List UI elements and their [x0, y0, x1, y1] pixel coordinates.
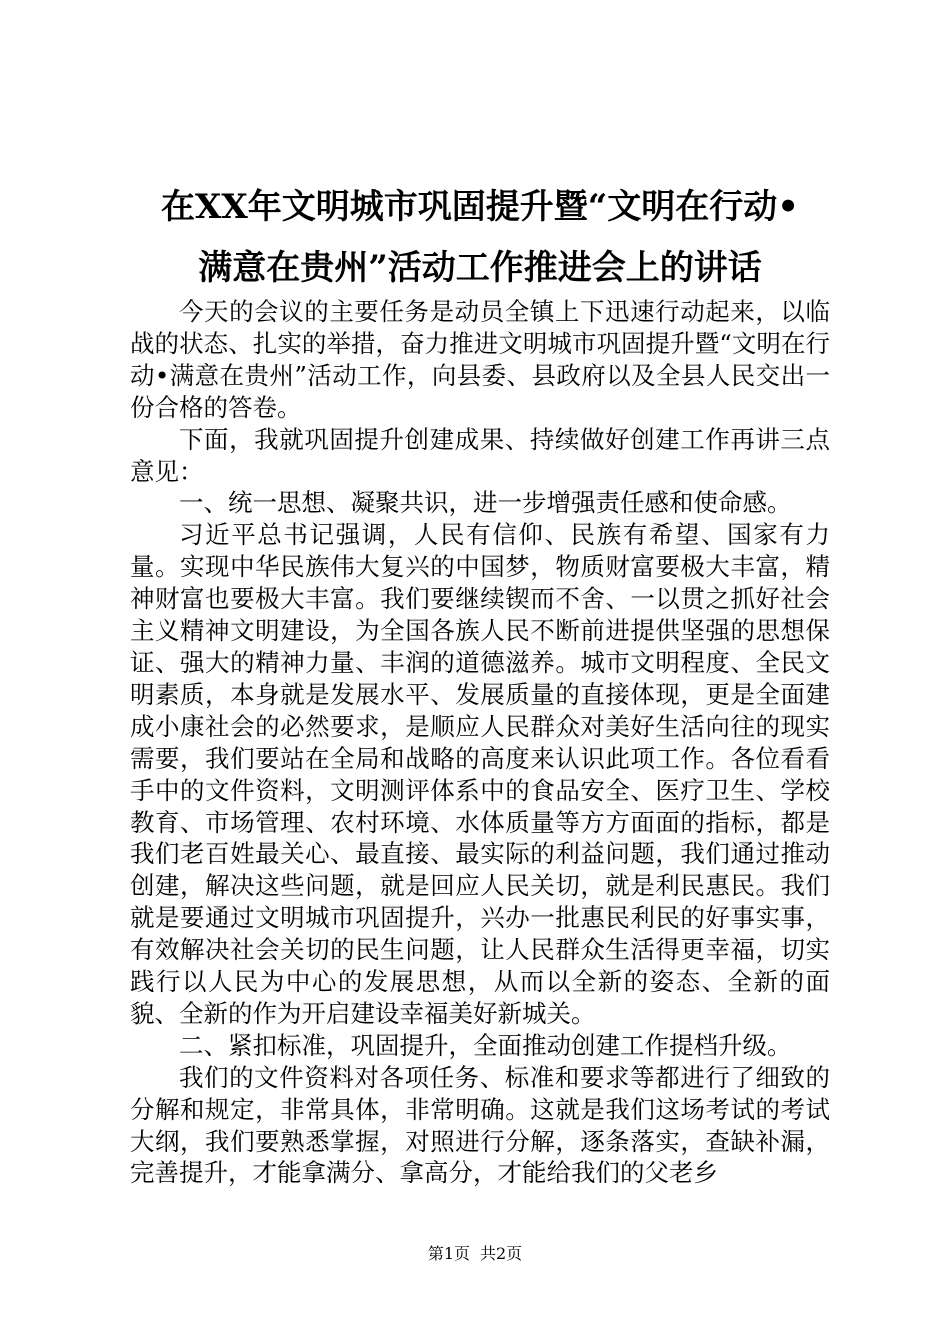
paragraph: 习近平总书记强调，人民有信仰、民族有希望、国家有力量。实现中华民族伟大复兴的中国梦，物质财富要极大丰富，精神财富也要极大丰富。我们要继续锲而不舍、一以贯之抓好社会主义精神文明建设，为全国各族人民不断前进提供坚强的思想保证、强大的精神力量、丰润的道德滋养。城市文明程度、全民文明素质，本身就是发展水平、发展质量的直接体现，更是全面建成小康社会的必然要求，是顺应人民群众对美好生活向往的现实需要，我们要站在全局和战略的高度来认识此项工作。各位看看手中的文件资料，文明测评体系中的食品安全、医疗卫生、学校教育、市场管理、农村环境、水体质量等方方面面的指标，都是我们老百姓最关心、最直接、最实际的利益问题，我们通过推动创建，解决这些问题，就是回应人民关切，就是利民惠民。我们就是要通过文明城市巩固提升，兴办一批惠民利民的好事实事，有效解决社会关切的民生问题，让人民群众生活得更幸福，切实践行以人民为中心的发展思想，从而以全新的姿态、全新的面貌、全新的作为开启建设幸福美好新城关。: [130, 520, 830, 1028]
document-body: [130, 296, 830, 1189]
document-title-line-2: 满意在贵州”活动工作推进会上的讲话: [198, 248, 762, 288]
paragraph: 我们的文件资料对各项任务、标准和要求等都进行了细致的分解和规定，非常具体，非常明确。这就是我们这场考试的考试大纲，我们要熟悉掌握，对照进行分解，逐条落实，查缺补漏，完善提升，才能拿满分、拿高分，才能给我们的父老乡: [130, 1062, 830, 1188]
page-footer: [0, 1244, 950, 1264]
paragraph: 今天的会议的主要任务是动员全镇上下迅速行动起来，以临战的状态、扎实的举措，奋力推进文明城市巩固提升暨“文明在行动•满意在贵州”活动工作，向县委、县政府以及全县人民交出一份合格的答卷。: [130, 297, 830, 422]
document-title-line-1: 在XX年文明城市巩固提升暨“文明在行动•: [160, 187, 800, 227]
section-heading-2: 二、紧扣标准，巩固提升，全面推动创建工作提档升级。: [179, 1030, 792, 1060]
page-number: 第1页: [427, 1244, 470, 1263]
page-total: 共2页: [480, 1244, 523, 1263]
section-heading-1: 一、统一思想、凝聚共识，进一步增强责任感和使命感。: [179, 488, 792, 518]
paragraph: 下面，我就巩固提升创建成果、持续做好创建工作再讲三点意见：: [130, 424, 830, 486]
